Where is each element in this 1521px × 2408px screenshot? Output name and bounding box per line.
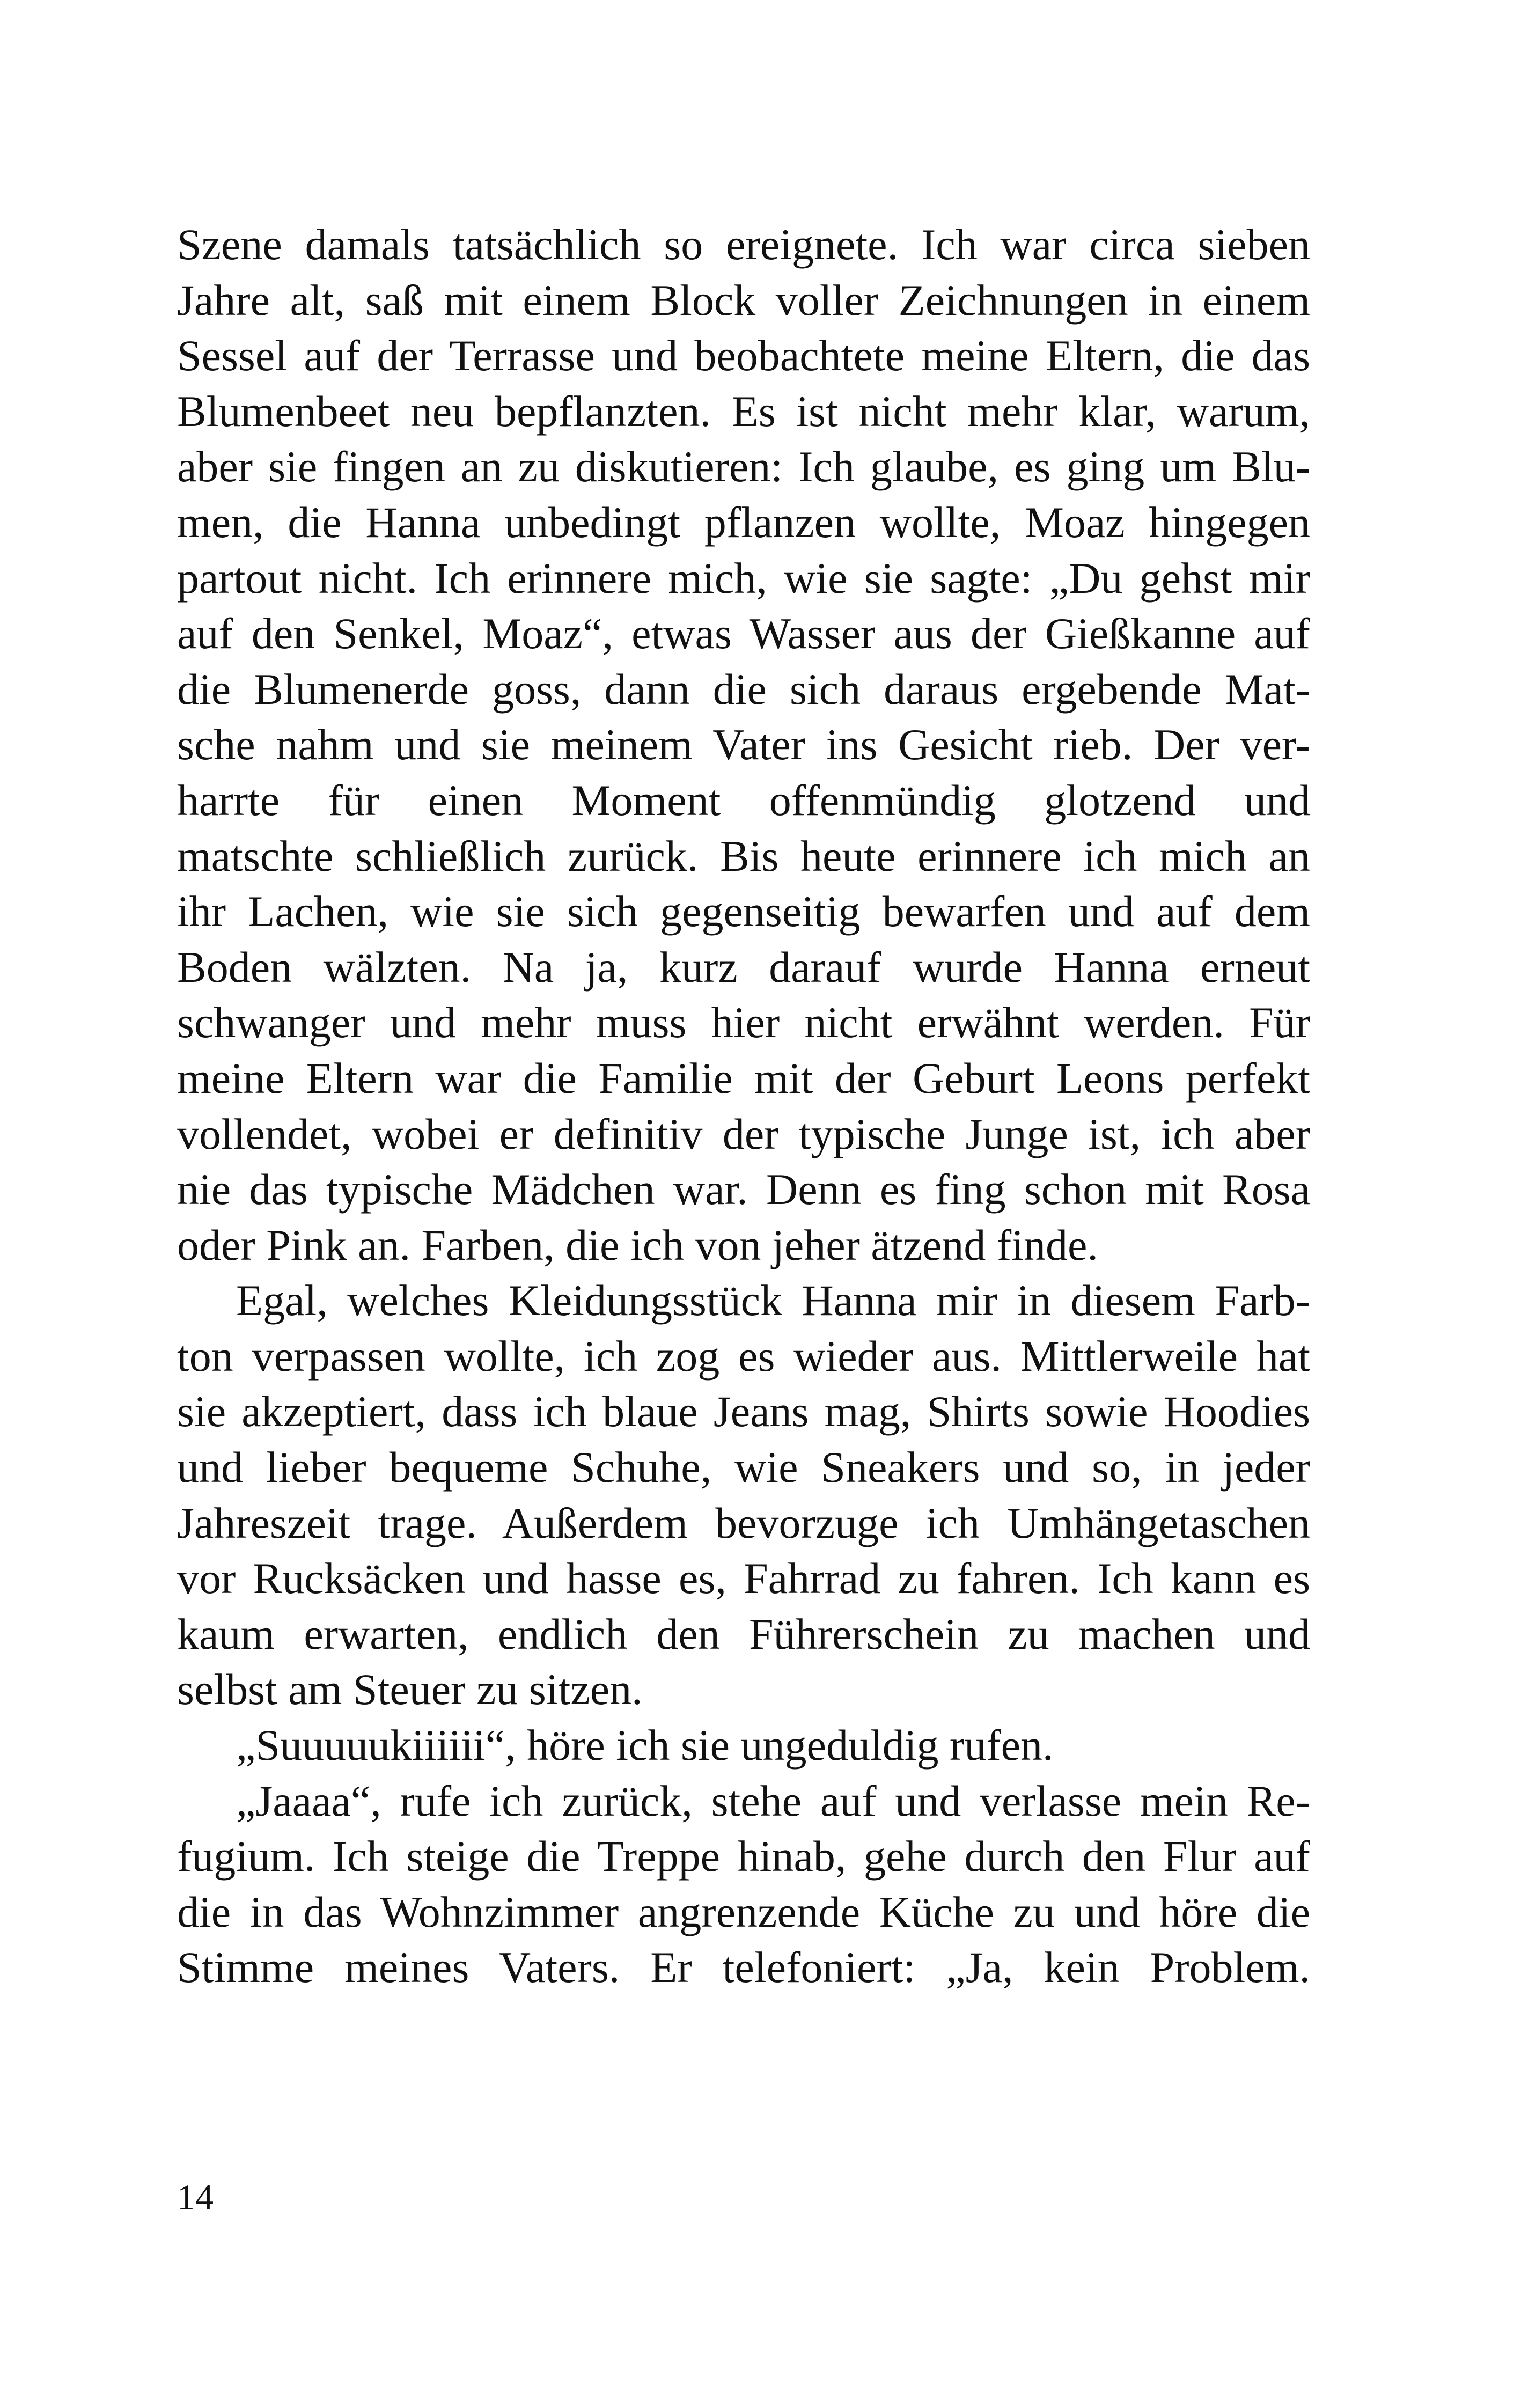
text-line: fugium. Ich steige die Treppe hinab, gehe durch den Flur auf: [177, 1832, 1310, 1881]
text-line: Boden wälzten. Na ja, kurz darauf wurde Hanna erneut: [177, 942, 1310, 992]
text-line: schwanger und mehr muss hier nicht erwähnt werden. Für: [177, 998, 1310, 1047]
text-line: Szene damals tatsächlich so ereignete. Ich war circa sieben: [177, 220, 1310, 269]
text-line: partout nicht. Ich erinnere mich, wie sie sagte: „Du gehst mir: [177, 553, 1310, 603]
page-number: 14: [177, 2177, 214, 2218]
body-text: [177, 217, 1310, 1995]
text-line: selbst am Steuer zu sitzen.: [177, 1665, 643, 1714]
text-line: kaum erwarten, endlich den Führerschein zu machen und: [177, 1609, 1310, 1658]
text-line: „Suuuuukiiiiii“, höre ich sie ungeduldig rufen.: [236, 1721, 1054, 1770]
text-line: harrte für einen Moment offenmündig glotzend und: [177, 775, 1310, 825]
text-line: ihr Lachen, wie sie sich gegenseitig bewarfen und auf dem: [177, 887, 1310, 936]
text-line: aber sie fingen an zu diskutieren: Ich glaube, es ging um Blu-: [177, 442, 1310, 491]
text-line: sie akzeptiert, dass ich blaue Jeans mag, Shirts sowie Hoodies: [177, 1387, 1310, 1436]
text-line: nie das typische Mädchen war. Denn es fing schon mit Rosa: [177, 1165, 1310, 1214]
text-line: die in das Wohnzimmer angrenzende Küche zu und höre die: [177, 1887, 1310, 1936]
text-line: „Jaaaa“, rufe ich zurück, stehe auf und verlasse mein Re-: [236, 1776, 1310, 1825]
text-line: meine Eltern war die Familie mit der Geburt Leons perfekt: [177, 1053, 1310, 1103]
text-line: auf den Senkel, Moaz“, etwas Wasser aus der Gießkanne auf: [177, 609, 1310, 658]
text-line: die Blumenerde goss, dann die sich daraus ergebende Mat-: [177, 664, 1310, 714]
text-line: Blumenbeet neu bepflanzten. Es ist nicht mehr klar, warum,: [177, 386, 1310, 436]
text-line: matschte schließlich zurück. Bis heute erinnere ich mich an: [177, 831, 1310, 880]
text-line: ton verpassen wollte, ich zog es wieder aus. Mittlerweile hat: [177, 1331, 1310, 1381]
text-line: sche nahm und sie meinem Vater ins Gesicht rieb. Der ver-: [177, 720, 1310, 769]
text-line: Egal, welches Kleidungsstück Hanna mir in diesem Farb-: [236, 1276, 1310, 1325]
text-line: oder Pink an. Farben, die ich von jeher ätzend finde.: [177, 1220, 1098, 1269]
text-line: vor Rucksäcken und hasse es, Fahrrad zu fahren. Ich kann es: [177, 1554, 1310, 1603]
text-line: Jahre alt, saß mit einem Block voller Zeichnungen in einem: [177, 275, 1310, 325]
text-line: men, die Hanna unbedingt pflanzen wollte, Moaz hingegen: [177, 497, 1310, 547]
text-line: Stimme meines Vaters. Er telefoniert: „Ja, kein Problem.: [177, 1943, 1310, 1992]
text-line: vollendet, wobei er definitiv der typische Junge ist, ich aber: [177, 1109, 1310, 1158]
text-line: und lieber bequeme Schuhe, wie Sneakers und so, in jeder: [177, 1443, 1310, 1492]
text-line: Sessel auf der Terrasse und beobachtete meine Eltern, die das: [177, 331, 1310, 380]
text-line: Jahreszeit trage. Außerdem bevorzuge ich Umhängetaschen: [177, 1498, 1310, 1547]
